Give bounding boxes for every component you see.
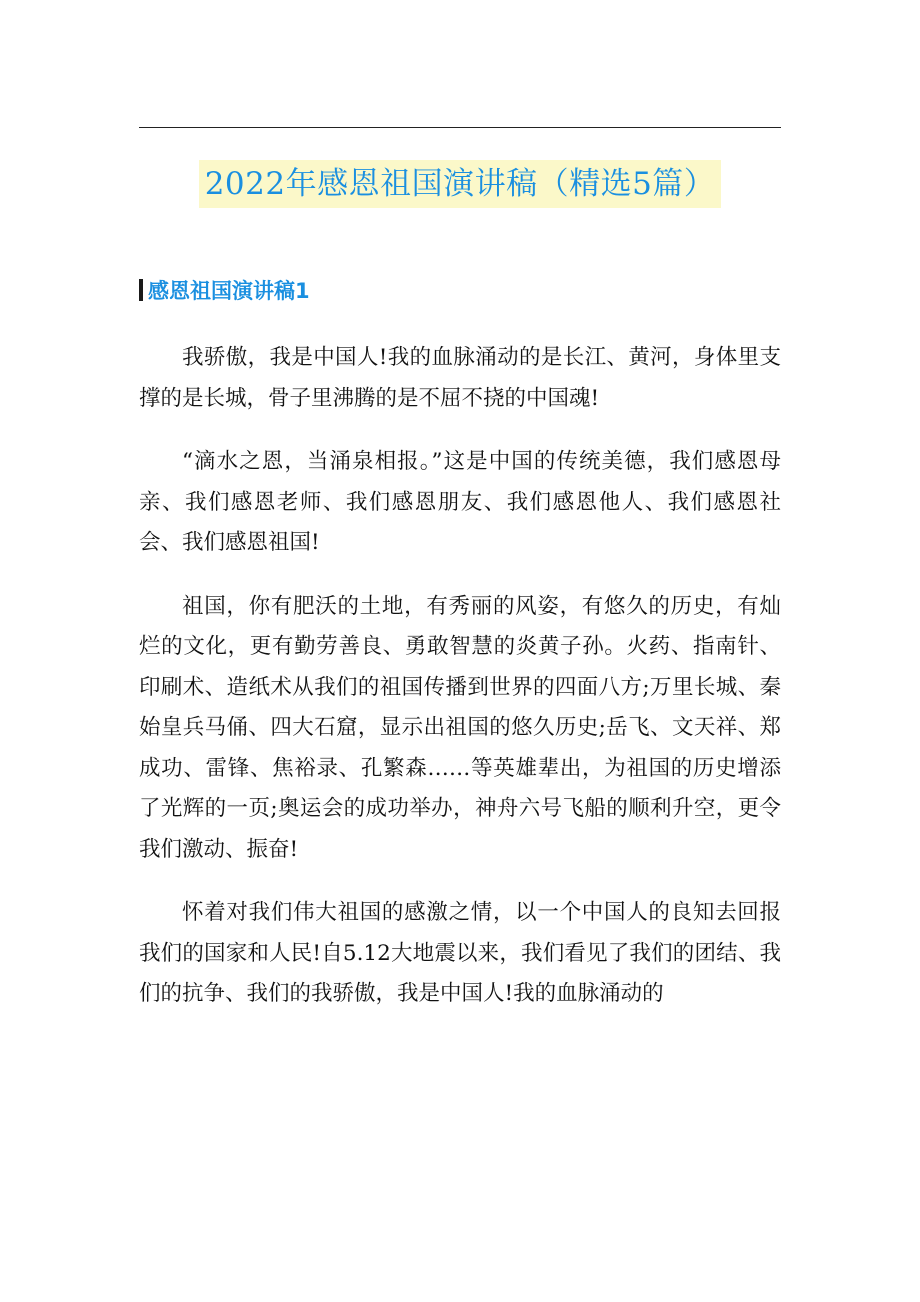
body-content <box>139 338 781 1038</box>
section-heading-text: 感恩祖国演讲稿1 <box>148 279 310 303</box>
paragraph-3: 祖国，你有肥沃的土地，有秀丽的风姿，有悠久的历史，有灿烂的文化，更有勤劳善良、勇敢智慧的炎黄子孙。火药、指南针、印刷术、造纸术从我们的祖国传播到世界的四面八方;万里长城、秦始皇兵马俑、四大石窟，显示出祖国的悠久历史;岳飞、文天祥、郑成功、雷锋、焦裕录、孔繁森……等英雄辈出，为祖国的历史增添了光辉的一页;奥运会的成功举办，神舟六号飞船的顺利升空，更令我们激动、振奋! <box>139 593 781 862</box>
top-divider <box>139 127 781 128</box>
title-container <box>0 160 920 208</box>
paragraph-4: 怀着对我们伟大祖国的感激之情，以一个中国人的良知去回报我们的国家和人民!自5.12大地震以来，我们看见了我们的团结、我们的抗争、我们的我骄傲，我是中国人!我的血脉涌动的 <box>139 900 781 1006</box>
heading-marker-bar <box>139 279 143 301</box>
paragraph-2: “滴水之恩，当涌泉相报。”这是中国的传统美德，我们感恩母亲、我们感恩老师、我们感恩朋友、我们感恩他人、我们感恩社会、我们感恩祖国! <box>139 449 781 555</box>
section-heading <box>139 270 310 310</box>
document-title: 2022年感恩祖国演讲稿（精选5篇） <box>199 160 722 208</box>
paragraph-1: 我骄傲，我是中国人!我的血脉涌动的是长江、黄河，身体里支撑的是长城，骨子里沸腾的是不屈不挠的中国魂! <box>139 345 781 411</box>
